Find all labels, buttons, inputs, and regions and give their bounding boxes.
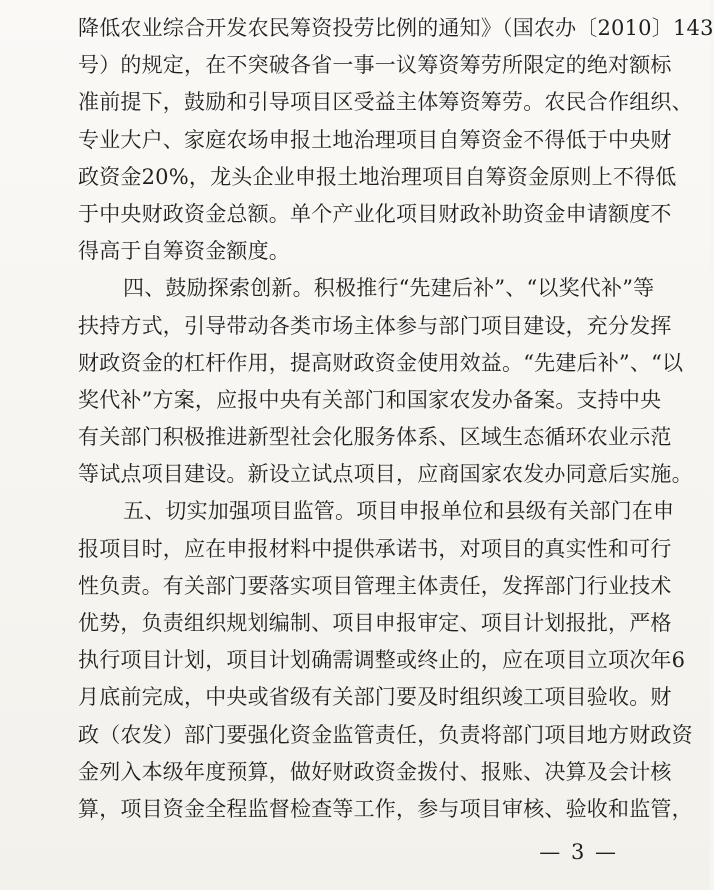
text-line: 于中央财政资金总额。单个产业化项目财政补助资金申请额度不 bbox=[78, 201, 672, 226]
text-line: 得高于自筹资金额度。 bbox=[78, 239, 290, 264]
text-line: 月底前完成，中央或省级有关部门要及时组织竣工项目验收。财 bbox=[78, 685, 672, 710]
text-line: 金列入本级年度预算，做好财政资金拨付、报账、决算及会计核 bbox=[78, 759, 672, 784]
text-line: 降低农业综合开发农民筹资投劳比例的通知》（国农办〔2010〕143 bbox=[78, 16, 714, 40]
text-line: 有关部门积极推进新型社会化服务体系、区域生态循环农业示范 bbox=[78, 425, 672, 450]
text-line: 号）的规定，在不突破各省一事一议筹资筹劳所限定的绝对额标 bbox=[78, 53, 672, 78]
text-line: 奖代补”方案，应报中央有关部门和国家农发办备案。支持中央 bbox=[78, 387, 662, 412]
page-number: — 3 — bbox=[539, 840, 618, 864]
text-line: 政资金20%，龙头企业申报土地治理项目自筹资金原则上不得低 bbox=[78, 164, 677, 189]
text-line: 专业大户、家庭农场申报土地治理项目自筹资金不得低于中央财 bbox=[78, 127, 672, 152]
text-line: 财政资金的杠杆作用，提高财政资金使用效益。“先建后补”、“以 bbox=[78, 350, 684, 375]
paragraph bbox=[78, 493, 693, 828]
text-line: 报项目时，应在申报材料中提供承诺书，对项目的真实性和可行 bbox=[78, 536, 672, 561]
text-line: 四、鼓励探索创新。积极推行“先建后补”、“以奖代补”等 bbox=[123, 276, 655, 301]
document-body bbox=[78, 10, 714, 828]
text-line: 政（农发）部门要强化资金监管责任，负责将部门项目地方财政资 bbox=[78, 722, 693, 747]
text-line: 优势，负责组织规划编制、项目申报审定、项目计划报批，严格 bbox=[78, 611, 672, 635]
paragraph bbox=[78, 10, 714, 270]
text-line: 执行项目计划，项目计划确需调整或终止的，应在项目立项次年6 bbox=[78, 648, 686, 673]
text-line: 准前提下，鼓励和引导项目区受益主体筹资筹劳。农民合作组织、 bbox=[78, 90, 693, 115]
text-line: 等试点项目建设。新设立试点项目，应商国家农发办同意后实施。 bbox=[78, 462, 693, 487]
text-line: 扶持方式，引导带动各类市场主体参与部门项目建设，充分发挥 bbox=[78, 313, 672, 338]
text-line: 性负责。有关部门要落实项目管理主体责任，发挥部门行业技术 bbox=[78, 573, 672, 598]
paragraph bbox=[78, 270, 693, 493]
text-line: 算，项目资金全程监督检查等工作，参与项目审核、验收和监管， bbox=[78, 796, 693, 821]
text-line: 五、切实加强项目监管。项目申报单位和县级有关部门在申 bbox=[123, 499, 675, 524]
